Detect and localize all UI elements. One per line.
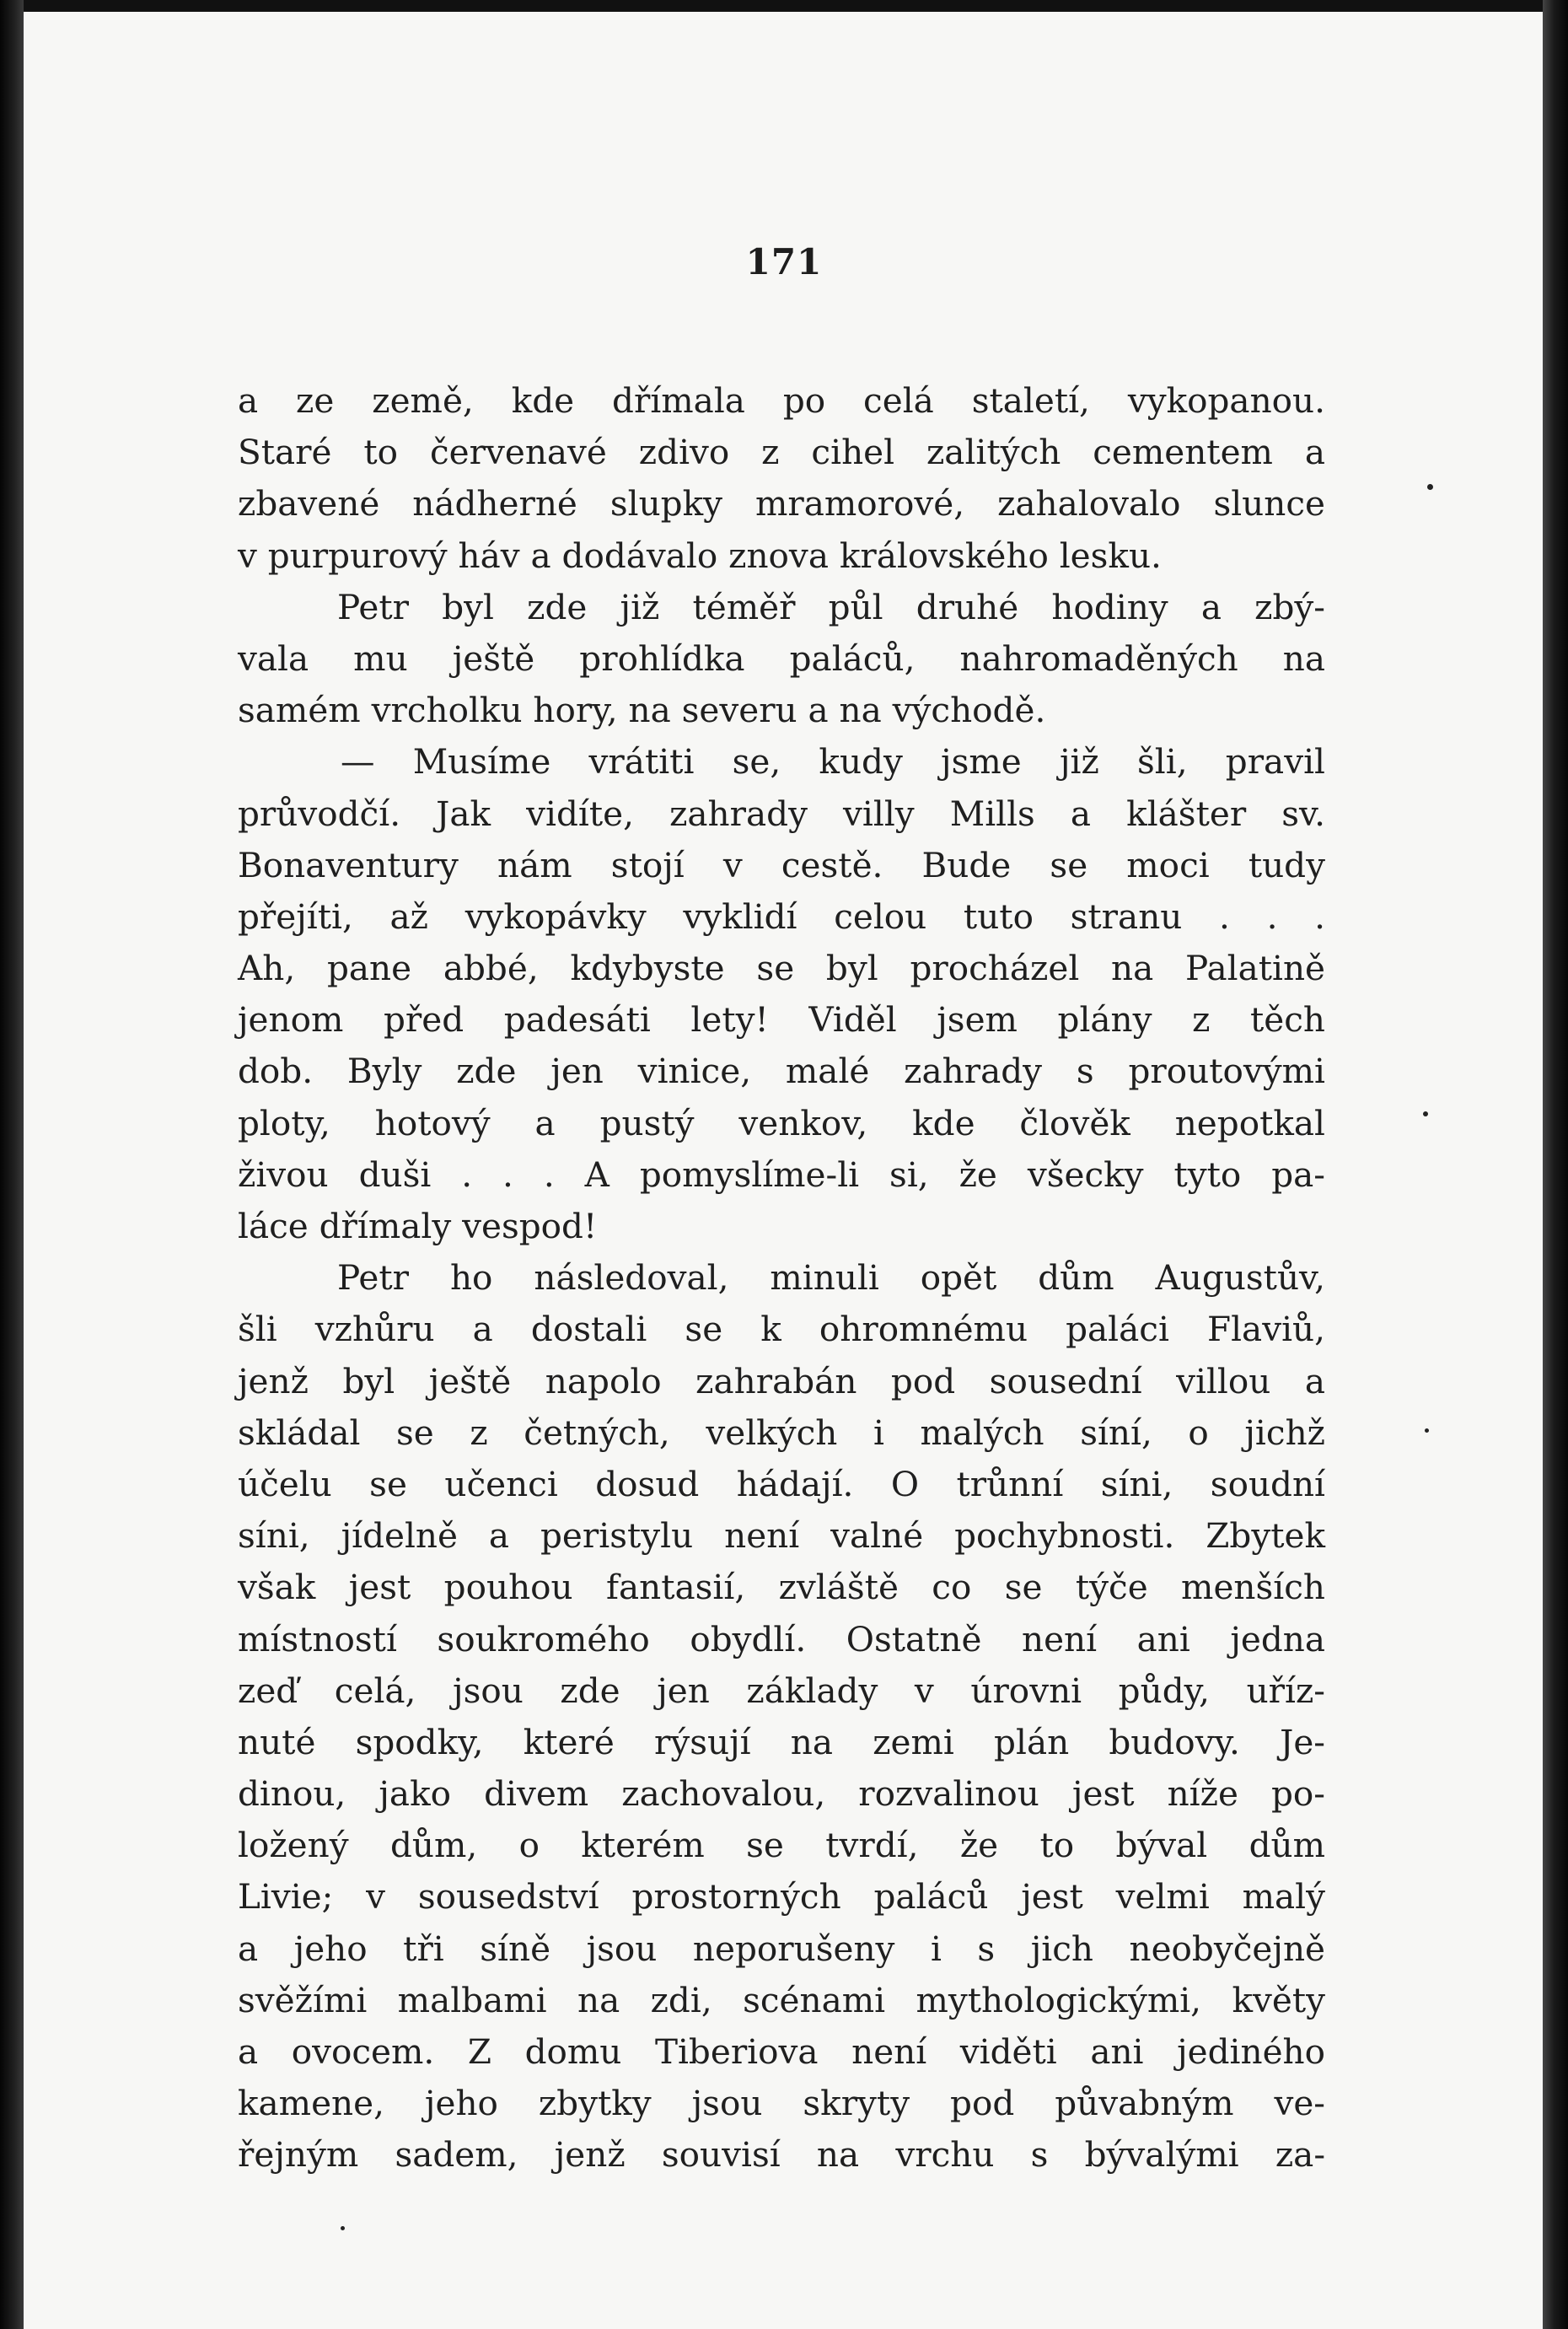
text-line: Staré to červenavé zdivo z cihel zalitých cementem a xyxy=(238,432,1325,473)
text-line: ložený dům, o kterém se tvrdí, že to býval dům xyxy=(238,1825,1325,1866)
text-line: průvodčí. Jak vidíte, zahrady villy Mills a klášter sv. xyxy=(238,793,1325,834)
scan-speck xyxy=(1423,1111,1428,1116)
text-line: Ah, pane abbé, kdybyste se byl procházel na Palatině xyxy=(238,948,1325,989)
text-line: účelu se učenci dosud hádají. O trůnní síni, soudní xyxy=(238,1463,1325,1504)
scan-right-border xyxy=(1543,0,1568,2329)
text-line: však jest pouhou fantasií, zvláště co se týče menších xyxy=(238,1567,1325,1608)
text-line: skládal se z četných, velkých i malých síní, o jichž xyxy=(238,1412,1325,1453)
text-line: jenom před padesáti lety! Viděl jsem plány z těch xyxy=(238,999,1325,1041)
scan-left-border xyxy=(0,0,24,2329)
text-line: ploty, hotový a pustý venkov, kde člověk nepotkal xyxy=(238,1102,1325,1143)
text-line: Bonaventury nám stojí v cestě. Bude se moci tudy xyxy=(238,844,1325,885)
text-line: řejným sadem, jenž souvisí na vrchu s bývalými za- xyxy=(238,2134,1325,2176)
text-line: Petr ho následoval, minuli opět dům Augustův, xyxy=(337,1257,1325,1299)
scan-top-border xyxy=(0,0,1568,12)
scan-speck xyxy=(341,2226,345,2230)
text-line: Petr byl zde již téměř půl druhé hodiny a zbý- xyxy=(337,586,1325,627)
page-number: 171 xyxy=(745,241,823,282)
text-line: místností soukromého obydlí. Ostatně není ani jedna xyxy=(238,1618,1325,1659)
text-line: láce dřímaly vespod! xyxy=(238,1206,598,1246)
text-line: a ovocem. Z domu Tiberiova není viděti ani jediného xyxy=(238,2031,1325,2072)
page-body-text xyxy=(238,375,1325,2181)
scan-speck xyxy=(1425,1428,1429,1433)
text-line: a ze země, kde dřímala po celá staletí, vykopanou. xyxy=(238,380,1325,421)
text-line: a jeho tři síně jsou neporušeny i s jich neobyčejně xyxy=(238,1928,1325,1969)
text-line: zbavené nádherné slupky mramorové, zahalovalo slunce xyxy=(238,483,1325,524)
text-line: nuté spodky, které rýsují na zemi plán budovy. Je- xyxy=(238,1721,1325,1762)
text-line: samém vrcholku hory, na severu a na východě. xyxy=(238,690,1046,731)
text-line: živou duši . . . A pomyslíme-li si, že všecky tyto pa- xyxy=(238,1154,1325,1195)
text-line: Livie; v sousedství prostorných paláců jest velmi malý xyxy=(238,1876,1325,1918)
text-line: přejíti, až vykopávky vyklidí celou tuto stranu . . . xyxy=(238,896,1325,937)
scan-speck xyxy=(1427,484,1433,490)
text-line: vala mu ještě prohlídka paláců, nahromaděných na xyxy=(238,637,1325,679)
text-line: dinou, jako divem zachovalou, rozvalinou jest níže po- xyxy=(238,1773,1325,1815)
text-line: zeď celá, jsou zde jen základy v úrovni půdy, uříz- xyxy=(238,1670,1325,1711)
text-line: síni, jídelně a peristylu není valné pochybnosti. Zbytek xyxy=(238,1515,1325,1557)
text-line: — Musíme vrátiti se, kudy jsme již šli, pravil xyxy=(341,741,1325,783)
text-line: v purpurový háv a dodávalo znova královského lesku. xyxy=(238,535,1162,576)
text-line: šli vzhůru a dostali se k ohromnému paláci Flaviů, xyxy=(238,1309,1325,1350)
text-line: svěžími malbami na zdi, scénami mythologickými, květy xyxy=(238,1979,1325,2020)
text-line: dob. Byly zde jen vinice, malé zahrady s proutovými xyxy=(238,1051,1325,1092)
text-line: kamene, jeho zbytky jsou skryty pod půvabným ve- xyxy=(238,2083,1325,2124)
text-line: jenž byl ještě napolo zahrabán pod sousední villou a xyxy=(238,1360,1325,1401)
